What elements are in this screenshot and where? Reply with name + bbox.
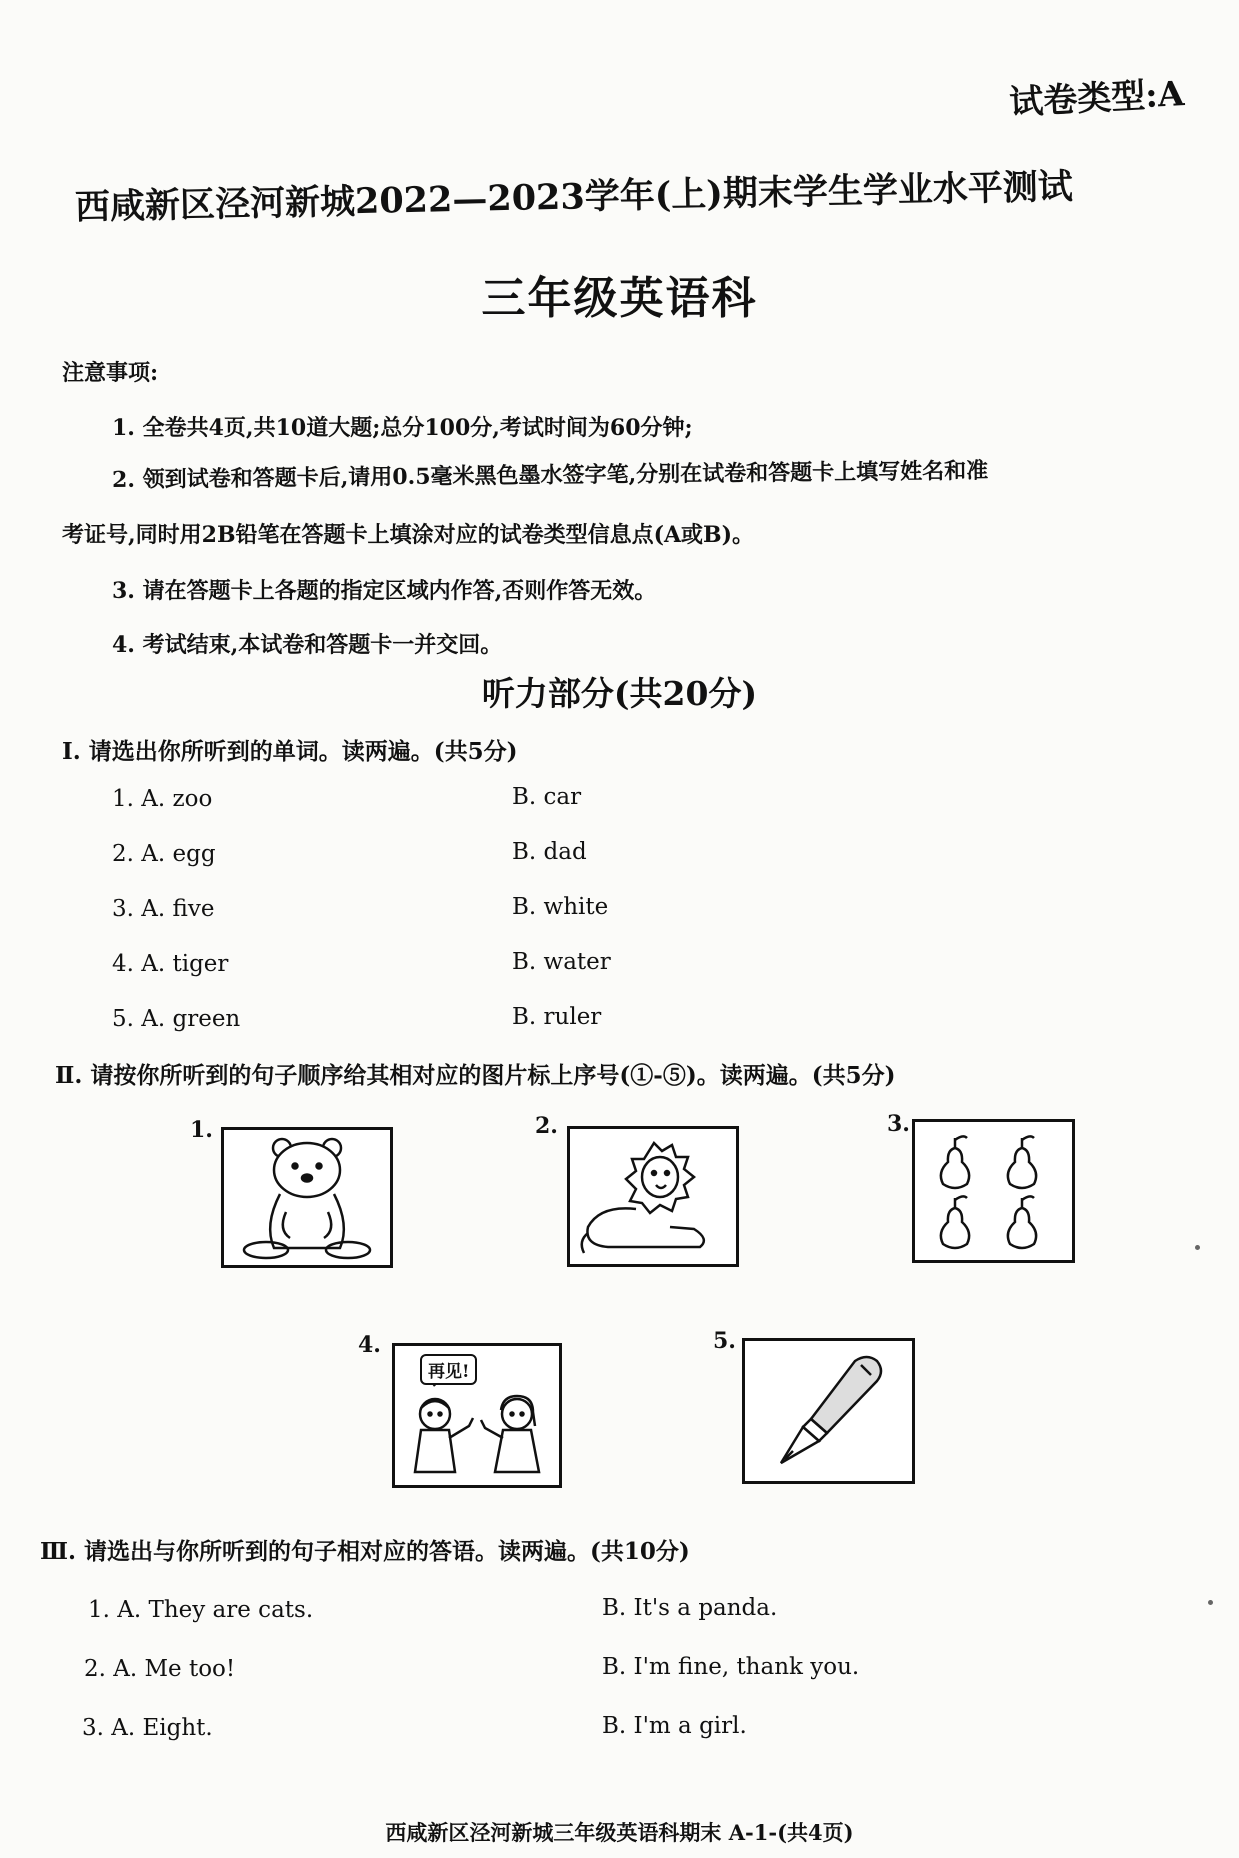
option-a: 4. A. tiger: [112, 951, 229, 977]
option-a: 1. A. zoo: [112, 786, 213, 812]
picture-label: 2.: [535, 1113, 558, 1139]
option-b: B. white: [512, 894, 609, 920]
picture-label: 5.: [713, 1328, 736, 1354]
option-b: B. ruler: [512, 1004, 602, 1030]
notes-heading: 注意事项:: [62, 360, 159, 386]
note-item: 1. 全卷共4页,共10道大题;总分100分,考试时间为60分钟;: [112, 415, 693, 441]
option-b: B. dad: [512, 839, 587, 865]
bear-icon: [221, 1127, 393, 1268]
exam-title: 西咸新区泾河新城2022—2023学年(上)期末学生学业水平测试: [74, 166, 1074, 228]
option-b: B. car: [512, 784, 582, 810]
option-b: B. water: [512, 949, 611, 975]
option-a: 5. A. green: [112, 1006, 241, 1032]
option-a: 2. A. Me too!: [84, 1656, 236, 1682]
note-item: 4. 考试结束,本试卷和答题卡一并交回。: [112, 632, 503, 658]
scan-speck: [1208, 1600, 1213, 1605]
note-item: 2. 领到试卷和答题卡后,请用0.5毫米黑色墨水签字笔,分别在试卷和答题卡上填写姓名和准: [111, 457, 989, 493]
page-footer: 西咸新区泾河新城三年级英语科期末 A-1-(共4页): [385, 1820, 854, 1845]
option-a: 2. A. egg: [112, 841, 216, 867]
picture-label: 1.: [190, 1117, 213, 1143]
option-a: 3. A. five: [112, 896, 215, 922]
note-item: 3. 请在答题卡上各题的指定区域内作答,否则作答无效。: [112, 578, 657, 604]
goodbye-children-icon: [392, 1343, 562, 1488]
option-b: B. It's a panda.: [602, 1595, 778, 1621]
picture-label: 4.: [358, 1332, 381, 1358]
option-a: 1. A. They are cats.: [88, 1597, 314, 1623]
subject-title: 三年级英语科: [481, 273, 758, 324]
lion-icon: [567, 1126, 739, 1267]
section-2-heading: Ⅱ. 请按你所听到的句子顺序给其相对应的图片标上序号(①-⑤)。读两遍。(共5分): [55, 1062, 896, 1089]
picture-label: 3.: [887, 1111, 910, 1137]
option-b: B. I'm fine, thank you.: [602, 1654, 860, 1680]
section-1-heading: Ⅰ. 请选出你所听到的单词。读两遍。(共5分): [62, 738, 518, 765]
section-3-heading: Ⅲ. 请选出与你所听到的句子相对应的答语。读两遍。(共10分): [40, 1538, 690, 1565]
listening-section-title: 听力部分(共20分): [481, 674, 758, 713]
pears-icon: [912, 1119, 1075, 1263]
note-item: 考证号,同时用2B铅笔在答题卡上填涂对应的试卷类型信息点(A或B)。: [62, 522, 755, 548]
option-a: 3. A. Eight.: [82, 1715, 213, 1741]
scan-speck: [1195, 1245, 1200, 1250]
speech-bubble: 再见!: [420, 1354, 477, 1385]
pen-icon: [742, 1338, 915, 1484]
option-b: B. I'm a girl.: [602, 1713, 747, 1739]
paper-type-label: 试卷类型:A: [1008, 74, 1186, 124]
